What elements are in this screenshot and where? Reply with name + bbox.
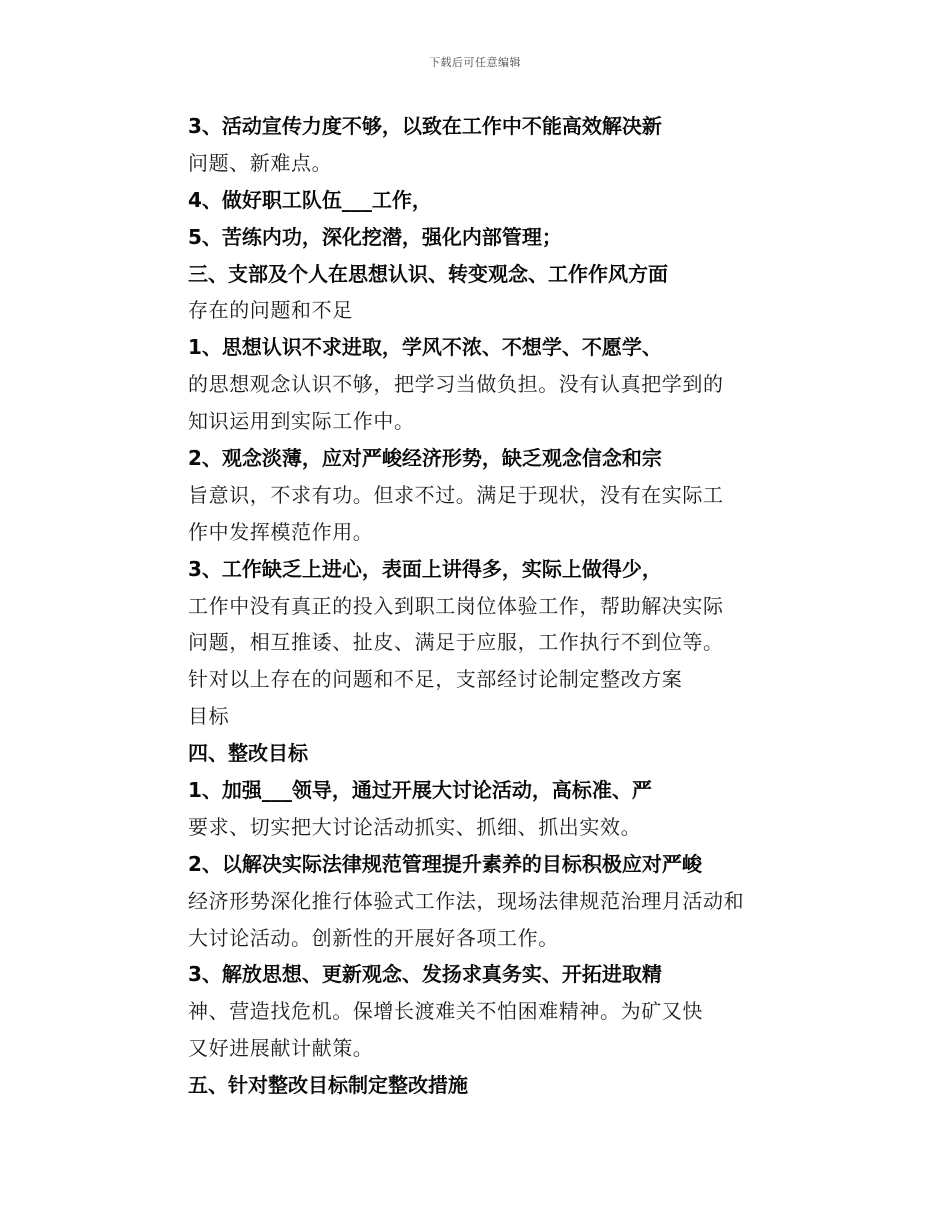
text-line: 3、工作缺乏上进心，表面上讲得多，实际上做得少， — [188, 556, 662, 581]
text-line: 2、观念淡薄，应对严峻经济形势，缺乏观念信念和宗 — [188, 446, 662, 471]
section-heading: 三、支部及个人在思想认识、转变观念、工作作风方面 — [188, 261, 668, 286]
text-line: 作中发挥模范作用。 — [188, 519, 374, 544]
text-line: 5、苦练内功，深化挖潜，强化内部管理； — [188, 224, 562, 249]
text-line: 针对以上存在的问题和不足，支部经讨论制定整改方案 — [188, 667, 683, 692]
text-line: 3、活动宣传力度不够，以致在工作中不能高效解决新 — [188, 114, 662, 138]
text-line: 大讨论活动。创新性的开展好各项工作。 — [188, 925, 559, 950]
text-line: 问题、新难点。 — [188, 150, 333, 175]
text-line: 要求、切实把大讨论活动抓实、抓细、抓出实效。 — [188, 814, 642, 839]
text-line: 旨意识，不求有功。但求不过。满足于现状，没有在实际工 — [188, 482, 724, 507]
text-line: 经济形势深化推行体验式工作法，现场法律规范治理月活动和 — [188, 888, 745, 913]
section-heading: 四、整改目标 — [188, 741, 308, 766]
text-line: 问题，相互推诿、扯皮、满足于应服，工作执行不到位等。 — [188, 630, 724, 655]
text-line: 2、以解决实际法律规范管理提升素养的目标积极应对严峻 — [188, 851, 702, 876]
text-line: 4、做好职工队伍___工作， — [188, 187, 432, 212]
text-line: 1、思想认识不求进取，学风不浓、不想学、不愿学、 — [188, 335, 662, 360]
document-body — [188, 108, 788, 1104]
text-line: 目标 — [188, 704, 230, 729]
page-header: 下载后可任意编辑 — [429, 56, 521, 69]
text-line: 3、解放思想、更新观念、发扬求真务实、开拓进取精 — [188, 962, 662, 987]
text-line: 工作中没有真正的投入到职工岗位体验工作，帮助解决实际 — [188, 593, 724, 618]
text-line: 神、营造找危机。保增长渡难关不怕困难精神。为矿又快 — [188, 999, 703, 1024]
section-heading: 五、针对整改目标制定整改措施 — [188, 1073, 468, 1098]
text-line: 存在的问题和不足 — [188, 298, 353, 323]
text-line: 的思想观念认识不够，把学习当做负担。没有认真把学到的 — [188, 372, 724, 397]
text-line: 知识运用到实际工作中。 — [188, 409, 415, 434]
text-line: 1、加强___领导，通过开展大讨论活动，高标准、严 — [188, 778, 652, 803]
text-line: 又好进展献计献策。 — [188, 1036, 374, 1061]
